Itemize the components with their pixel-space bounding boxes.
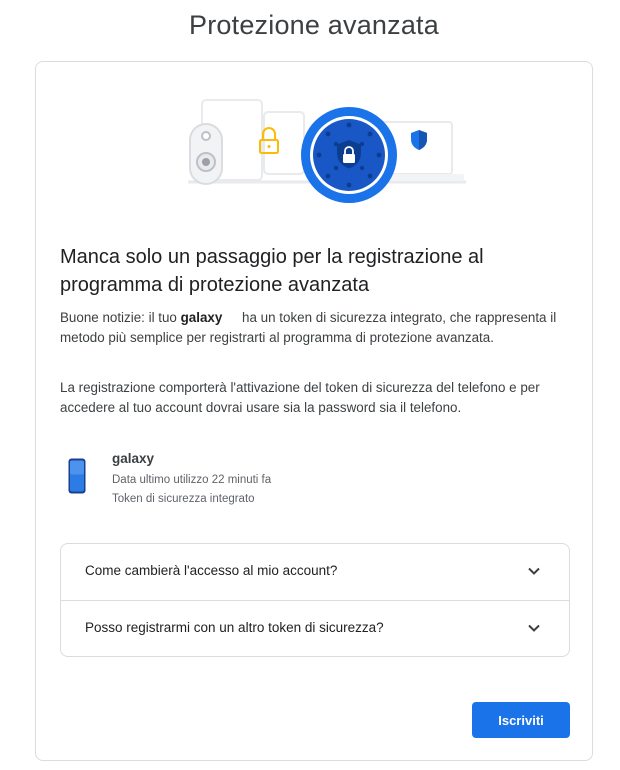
faq-item-other-token[interactable] bbox=[61, 600, 569, 656]
subscribe-button[interactable]: Iscriviti bbox=[472, 702, 570, 738]
device-info bbox=[60, 448, 460, 508]
security-key-icon bbox=[301, 107, 397, 203]
device-type: Token di sicurezza integrato bbox=[112, 493, 255, 505]
faq-label: Come cambierà l'accesso al mio account? bbox=[85, 563, 338, 578]
security-illustration bbox=[176, 92, 476, 217]
page-title: Protezione avanzata bbox=[189, 10, 439, 40]
intro-paragraph bbox=[60, 308, 570, 348]
enrollment-explanation: La registrazione comporterà l'attivazione del token di sicurezza del telefono e per accedere al tuo account dovrai usare sia la password sia il telefono. bbox=[60, 380, 540, 415]
chevron-down-icon[interactable] bbox=[527, 564, 541, 578]
intro-device-name: galaxy bbox=[180, 310, 223, 325]
device-name: galaxy bbox=[112, 451, 155, 466]
phone-icon bbox=[68, 458, 86, 494]
shield-icon bbox=[411, 130, 427, 150]
faq-label: Posso registrarmi con un altro token di sicurezza? bbox=[85, 620, 384, 635]
faq-accordion bbox=[60, 543, 570, 657]
enrollment-card bbox=[35, 61, 593, 761]
intro-text-before: Buone notizie: il tuo bbox=[60, 310, 177, 325]
main-heading: Manca solo un passaggio per la registrazione al programma di protezione avanzata bbox=[60, 246, 484, 296]
intro-text-after: ha un token di sicurezza integrato, che rappresenta il metodo più semplice per registrarti al programma di protezione avanzata. bbox=[60, 310, 557, 345]
chevron-down-icon[interactable] bbox=[527, 621, 541, 635]
faq-item-account-access[interactable] bbox=[61, 544, 569, 600]
device-last-used: Data ultimo utilizzo 22 minuti fa bbox=[112, 474, 272, 486]
key-fob-icon bbox=[190, 124, 222, 184]
